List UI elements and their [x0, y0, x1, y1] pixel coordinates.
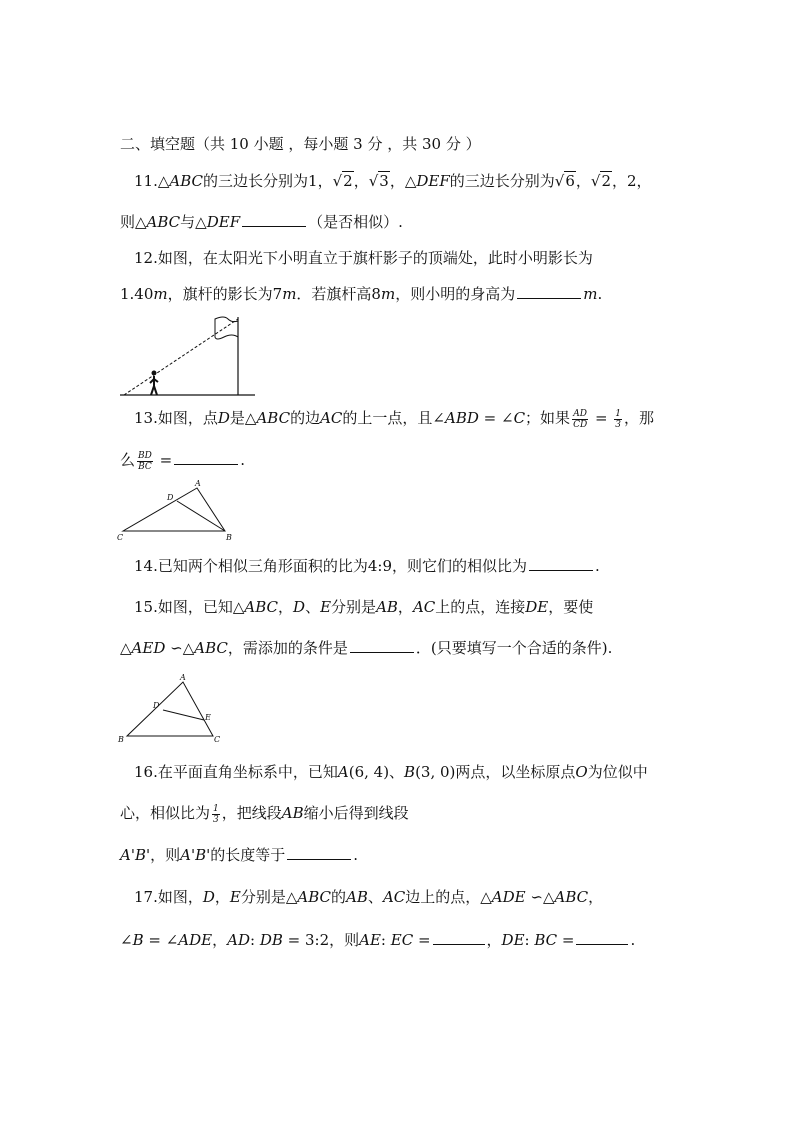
fraction-numerator: 1: [615, 408, 622, 419]
flagpole-figure: [120, 315, 260, 400]
question-13-line-1: [134, 408, 654, 430]
math-var: AB: [346, 888, 368, 906]
math-var: D: [217, 409, 230, 427]
text: 1.40: [120, 285, 154, 303]
math-var: AC: [412, 598, 436, 616]
text: 分别是: [331, 598, 377, 616]
fraction-numerator: 1: [213, 803, 219, 814]
label-b: B: [226, 533, 232, 542]
fraction-numerator: AD: [573, 408, 587, 419]
fraction: [212, 804, 220, 825]
math-var: AD: [227, 931, 250, 949]
math-var: ABC: [244, 598, 279, 616]
math-var: ADE: [178, 931, 213, 949]
text: =: [557, 931, 575, 949]
question-number: 12.: [134, 249, 158, 267]
math-var: D: [293, 598, 306, 616]
math-var: DEF: [206, 213, 241, 231]
question-14-line-1: [134, 556, 600, 576]
math-var: m: [583, 285, 598, 303]
text: ，: [212, 931, 228, 949]
text: 、: [367, 888, 383, 906]
math-var: ABC: [297, 888, 332, 906]
triangle-figure-15: [115, 672, 230, 744]
sqrt-radicand: 3: [379, 172, 389, 190]
sqrt-symbol: √6: [554, 172, 575, 190]
fraction-denominator: 3: [615, 419, 622, 430]
math-var: EC: [390, 931, 414, 949]
question-16-line-1: [134, 762, 648, 782]
fraction: [614, 409, 622, 430]
question-17-line-1: [134, 887, 603, 907]
text: :: [380, 931, 391, 949]
text: ，则: [150, 846, 181, 864]
text: = ∠: [143, 931, 179, 949]
text: ∽△: [165, 639, 195, 657]
math-var: AE: [359, 931, 381, 949]
math-var: A'B': [180, 846, 211, 864]
text: 如图，已知△: [157, 598, 245, 616]
text: ，要使: [548, 598, 594, 616]
triangle-abc: [127, 682, 213, 736]
label-b: B: [118, 735, 124, 744]
text: （是否相似）.: [308, 213, 403, 231]
text: ，: [353, 172, 369, 190]
text: 上的点，连接: [435, 598, 526, 616]
question-11-line-1: [134, 171, 652, 191]
question-15-line-1: [134, 597, 593, 617]
text: ，: [486, 931, 502, 949]
text: ，: [575, 172, 591, 190]
text: ．若旗杆高8: [296, 285, 381, 303]
text: ，则小明的身高为: [395, 285, 516, 303]
text: 已知两个相似三角形面积的比为4:9，则它们的相似比为: [157, 557, 528, 575]
question-number: 14.: [134, 557, 158, 575]
text: △: [120, 639, 132, 657]
label-d: D: [167, 493, 174, 502]
fraction-denominator: 3: [213, 814, 219, 825]
triangle-abc: [123, 488, 225, 531]
text: △: [157, 172, 170, 190]
sqrt-radicand: 2: [601, 172, 611, 190]
text: 是△: [229, 409, 257, 427]
text: 心，相似比为: [120, 804, 211, 822]
fraction-denominator: CD: [573, 419, 588, 430]
question-15-line-2: [120, 638, 612, 658]
text: .: [240, 451, 245, 469]
math-var: D: [202, 888, 215, 906]
text: 的: [331, 888, 347, 906]
text: ∠: [120, 931, 133, 949]
math-var: O: [575, 763, 588, 781]
question-13-line-2: [120, 450, 245, 472]
text: .: [353, 846, 359, 864]
text: ，需添加的条件是: [227, 639, 348, 657]
text: 分别是△: [240, 888, 298, 906]
answer-blank[interactable]: [529, 556, 593, 571]
text: ，把线段: [221, 804, 282, 822]
text: 么: [120, 451, 136, 469]
section-title: [120, 134, 481, 154]
question-12-line-1: [134, 248, 593, 268]
text: 的上一点，且∠: [342, 409, 445, 427]
sqrt-radicand: 2: [343, 172, 353, 190]
triangle-figure-13: [115, 478, 240, 543]
text: ∽△: [525, 888, 555, 906]
answer-blank[interactable]: [174, 450, 238, 465]
text: (6, 4)、: [348, 763, 405, 781]
text: =: [413, 931, 431, 949]
answer-blank[interactable]: [350, 638, 414, 653]
text: = 3:2，则: [282, 931, 360, 949]
answer-blank[interactable]: [242, 212, 306, 227]
math-var: AB: [376, 598, 398, 616]
question-number: 15.: [134, 598, 158, 616]
math-var: E: [320, 598, 332, 616]
text: ；如果: [525, 409, 571, 427]
text: 缩小后得到线段: [303, 804, 409, 822]
sqrt-radicand: 6: [565, 172, 575, 190]
label-a: A: [195, 479, 201, 488]
math-var: ABD: [444, 409, 479, 427]
math-var: ADE: [491, 888, 526, 906]
text: (3, 0)两点，以坐标原点: [415, 763, 576, 781]
label-d: D: [153, 701, 160, 710]
answer-blank[interactable]: [287, 845, 351, 860]
answer-blank[interactable]: [576, 930, 628, 945]
math-var: A: [337, 763, 349, 781]
text: 则△: [120, 213, 147, 231]
segment-de: [163, 710, 204, 720]
sqrt-symbol: √2: [590, 172, 611, 190]
text: =: [590, 409, 613, 427]
label-a: A: [180, 673, 186, 682]
question-number: 11.: [134, 172, 158, 190]
text: 的三边长分别为1，: [203, 172, 333, 190]
label-e: E: [205, 713, 211, 722]
question-number: 17.: [134, 888, 158, 906]
text: 在平面直角坐标系中，已知: [157, 763, 338, 781]
question-11-line-2: [120, 212, 403, 232]
math-var: A'B': [120, 846, 151, 864]
sqrt-symbol: √3: [368, 172, 389, 190]
math-var: BC: [534, 931, 558, 949]
math-var: ABC: [554, 888, 589, 906]
math-var: DE: [501, 931, 525, 949]
math-var: ABC: [146, 213, 181, 231]
math-var: DE: [525, 598, 549, 616]
text: ，: [397, 598, 413, 616]
section-title-text: 二、填空题（共 10 小题 ，每小题 3 分 ，共 30 分 ）: [120, 135, 481, 153]
fraction-numerator: BD: [138, 450, 152, 461]
math-var: AB: [281, 804, 304, 822]
text: ．(只要填写一个合适的条件).: [415, 639, 613, 657]
math-var: AC: [382, 888, 406, 906]
fraction: [572, 409, 588, 430]
text: ，: [278, 598, 294, 616]
math-var: DB: [259, 931, 283, 949]
label-c: C: [214, 735, 221, 744]
fraction-denominator: BC: [138, 461, 152, 472]
text: ，那: [624, 409, 655, 427]
text: 、: [305, 598, 321, 616]
person-head: [152, 371, 157, 376]
text: 的边: [290, 409, 321, 427]
math-var: ABC: [169, 172, 204, 190]
text: .: [595, 557, 600, 575]
text: 如图，点: [157, 409, 218, 427]
math-var: m: [153, 285, 168, 303]
math-var: E: [229, 888, 241, 906]
math-var: m: [380, 285, 396, 303]
math-var: m: [282, 285, 297, 303]
math-var: B: [132, 931, 144, 949]
text: 为位似中: [587, 763, 648, 781]
question-number: 13.: [134, 409, 158, 427]
text: 如图，: [157, 888, 203, 906]
math-var: AC: [320, 409, 343, 427]
question-16-line-3: [120, 845, 358, 865]
text: 如图，在太阳光下小明直立于旗杆影子的顶端处，此时小明影长为: [157, 249, 593, 267]
segment-bd: [177, 501, 225, 531]
math-var: ABC: [256, 409, 291, 427]
question-12-line-2: [120, 284, 602, 304]
text: 的三边长分别为: [449, 172, 555, 190]
text: = ∠: [478, 409, 514, 427]
text: ，旗杆的影长为7: [167, 285, 283, 303]
text: .: [597, 285, 603, 303]
sqrt-symbol: √2: [332, 172, 353, 190]
text: 的长度等于: [210, 846, 286, 864]
math-var: AED: [131, 639, 166, 657]
sun-ray-dashed: [124, 319, 238, 395]
label-c: C: [117, 533, 124, 542]
text: ，2，: [612, 172, 652, 190]
fraction: [137, 451, 153, 472]
math-var: B: [404, 763, 416, 781]
answer-blank[interactable]: [433, 930, 485, 945]
text: ，△: [389, 172, 417, 190]
text: :: [524, 931, 535, 949]
text: 边上的点，△: [405, 888, 492, 906]
text: ，: [214, 888, 230, 906]
text: :: [249, 931, 260, 949]
answer-blank[interactable]: [517, 284, 581, 299]
math-var: C: [513, 409, 526, 427]
person-body: [150, 376, 158, 395]
text: 与△: [180, 213, 207, 231]
question-number: 16.: [134, 763, 158, 781]
text: =: [154, 451, 173, 469]
math-var: ABC: [194, 639, 228, 657]
question-17-line-2: [120, 930, 635, 950]
question-16-line-2: [120, 803, 409, 825]
text: ，: [588, 888, 604, 906]
flag: [215, 317, 238, 339]
math-var: DEF: [416, 172, 450, 190]
text: .: [630, 931, 636, 949]
